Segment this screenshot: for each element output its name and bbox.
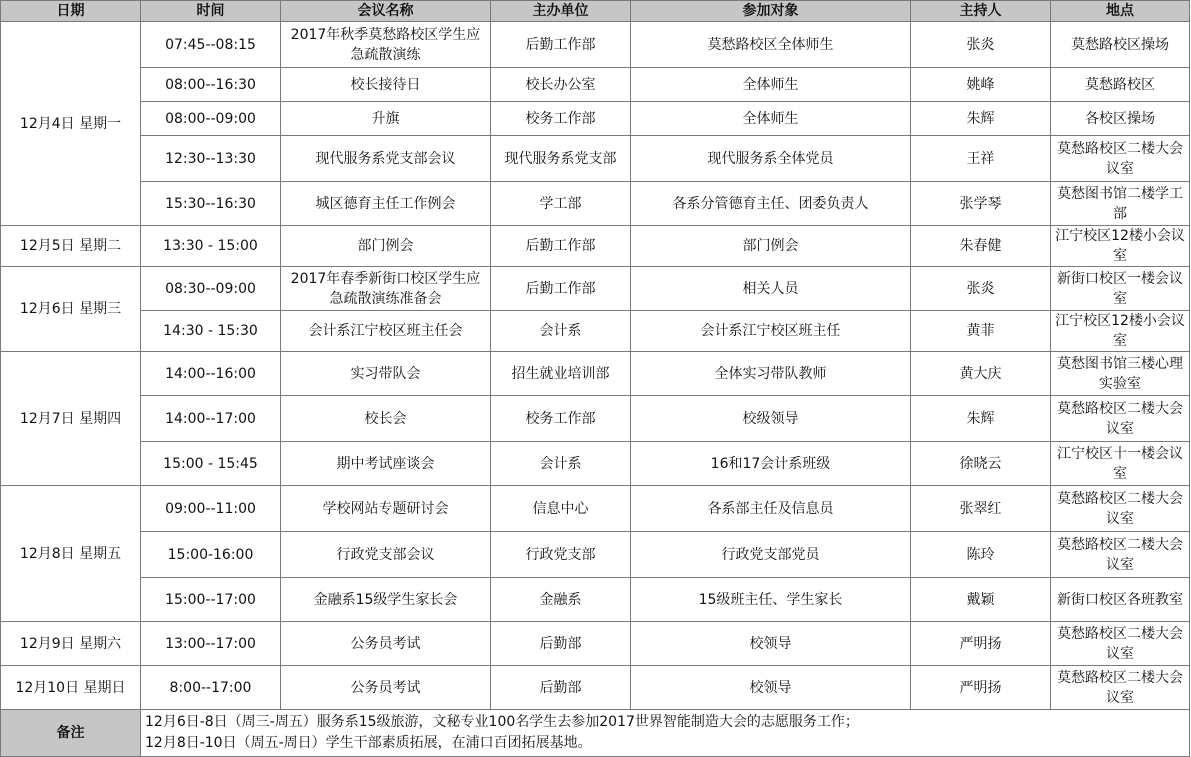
meeting-attendees: 全体实习带队教师 [631, 352, 911, 396]
meeting-organizer: 招生就业培训部 [491, 352, 631, 396]
date-cell: 12月4日 星期一 [1, 22, 141, 226]
meeting-organizer: 后勤工作部 [491, 22, 631, 68]
meeting-host: 朱春健 [911, 226, 1051, 267]
meeting-time: 07:45--08:15 [141, 22, 281, 68]
meeting-host: 张炎 [911, 267, 1051, 311]
meeting-location: 莫愁图书馆三楼心理实验室 [1051, 352, 1190, 396]
meeting-attendees: 部门例会 [631, 226, 911, 267]
meeting-organizer: 会计系 [491, 311, 631, 352]
meeting-name: 校长会 [281, 396, 491, 442]
header-col-location: 地点 [1051, 1, 1190, 22]
meeting-time: 13:30 - 15:00 [141, 226, 281, 267]
header-col-meeting-name: 会议名称 [281, 1, 491, 22]
meeting-organizer: 后勤工作部 [491, 267, 631, 311]
meeting-time: 08:00--09:00 [141, 102, 281, 136]
meeting-organizer: 后勤工作部 [491, 226, 631, 267]
meeting-location: 新街口校区一楼会议室 [1051, 267, 1190, 311]
table-row [1, 102, 1190, 136]
meeting-time: 15:00 - 15:45 [141, 442, 281, 486]
meeting-name: 期中考试座谈会 [281, 442, 491, 486]
meeting-location: 莫愁路校区二楼大会议室 [1051, 532, 1190, 578]
meeting-host: 严明扬 [911, 622, 1051, 666]
meeting-host: 朱辉 [911, 396, 1051, 442]
header-col-time: 时间 [141, 1, 281, 22]
remark-line: 12月8日-10日（周五-周日）学生干部素质拓展，在浦口百团拓展基地。 [145, 735, 592, 751]
remarks-content [141, 710, 1190, 757]
meeting-time: 8:00--17:00 [141, 666, 281, 710]
table-row [1, 68, 1190, 102]
meeting-attendees: 校领导 [631, 666, 911, 710]
table-row [1, 311, 1190, 352]
meeting-name: 城区德育主任工作例会 [281, 182, 491, 226]
header-row [1, 1, 1190, 22]
date-cell: 12月9日 星期六 [1, 622, 141, 666]
meeting-location: 江宁校区12楼小会议室 [1051, 311, 1190, 352]
meeting-name: 金融系15级学生家长会 [281, 578, 491, 622]
meeting-host: 黄菲 [911, 311, 1051, 352]
meeting-location: 新街口校区各班教室 [1051, 578, 1190, 622]
meeting-organizer: 校长办公室 [491, 68, 631, 102]
table-row [1, 136, 1190, 182]
meeting-time: 15:00--17:00 [141, 578, 281, 622]
meeting-name: 部门例会 [281, 226, 491, 267]
meeting-location: 江宁校区十一楼会议室 [1051, 442, 1190, 486]
date-cell: 12月10日 星期日 [1, 666, 141, 710]
meeting-name: 学校网站专题研讨会 [281, 486, 491, 532]
meeting-host: 姚峰 [911, 68, 1051, 102]
meeting-organizer: 信息中心 [491, 486, 631, 532]
remarks-row [1, 710, 1190, 757]
table-row [1, 578, 1190, 622]
table-row [1, 622, 1190, 666]
meeting-organizer: 校务工作部 [491, 102, 631, 136]
meeting-attendees: 15级班主任、学生家长 [631, 578, 911, 622]
remarks-section [1, 710, 1190, 757]
meeting-attendees: 相关人员 [631, 267, 911, 311]
meeting-organizer: 学工部 [491, 182, 631, 226]
meeting-organizer: 后勤部 [491, 622, 631, 666]
meeting-attendees: 行政党支部党员 [631, 532, 911, 578]
meeting-attendees: 全体师生 [631, 68, 911, 102]
header-col-organizer: 主办单位 [491, 1, 631, 22]
meeting-time: 08:00--16:30 [141, 68, 281, 102]
meeting-organizer: 现代服务系党支部 [491, 136, 631, 182]
meeting-location: 莫愁图书馆二楼学工部 [1051, 182, 1190, 226]
meeting-host: 张学琴 [911, 182, 1051, 226]
meeting-organizer: 行政党支部 [491, 532, 631, 578]
meeting-host: 徐晓云 [911, 442, 1051, 486]
meeting-host: 朱辉 [911, 102, 1051, 136]
meeting-location: 各校区操场 [1051, 102, 1190, 136]
meeting-time: 14:30 - 15:30 [141, 311, 281, 352]
table-row [1, 22, 1190, 68]
meeting-organizer: 校务工作部 [491, 396, 631, 442]
meeting-host: 王祥 [911, 136, 1051, 182]
meeting-name: 会计系江宁校区班主任会 [281, 311, 491, 352]
meeting-time: 14:00--17:00 [141, 396, 281, 442]
meeting-organizer: 后勤部 [491, 666, 631, 710]
table-row [1, 486, 1190, 532]
meeting-attendees: 校领导 [631, 622, 911, 666]
table-row [1, 666, 1190, 710]
meeting-location: 莫愁路校区操场 [1051, 22, 1190, 68]
meeting-time: 08:30--09:00 [141, 267, 281, 311]
table-row [1, 182, 1190, 226]
meeting-attendees: 各系部主任及信息员 [631, 486, 911, 532]
meeting-time: 12:30--13:30 [141, 136, 281, 182]
meeting-name: 行政党支部会议 [281, 532, 491, 578]
date-cell: 12月6日 星期三 [1, 267, 141, 352]
meeting-name: 2017年秋季莫愁路校区学生应急疏散演练 [281, 22, 491, 68]
meeting-organizer: 会计系 [491, 442, 631, 486]
header-col-host: 主持人 [911, 1, 1051, 22]
meeting-name: 实习带队会 [281, 352, 491, 396]
date-cell: 12月7日 星期四 [1, 352, 141, 486]
meeting-attendees: 全体师生 [631, 102, 911, 136]
table-row [1, 267, 1190, 311]
meeting-time: 13:00--17:00 [141, 622, 281, 666]
meeting-attendees: 校级领导 [631, 396, 911, 442]
table-row [1, 442, 1190, 486]
meeting-time: 14:00--16:00 [141, 352, 281, 396]
meeting-name: 升旗 [281, 102, 491, 136]
meeting-attendees: 现代服务系全体党员 [631, 136, 911, 182]
table-body [1, 22, 1190, 710]
table-row [1, 532, 1190, 578]
meeting-location: 莫愁路校区二楼大会议室 [1051, 486, 1190, 532]
meeting-location: 莫愁路校区二楼大会议室 [1051, 136, 1190, 182]
header-col-date: 日期 [1, 1, 141, 22]
table-row [1, 396, 1190, 442]
meeting-host: 张翠红 [911, 486, 1051, 532]
meeting-attendees: 会计系江宁校区班主任 [631, 311, 911, 352]
table-header [1, 1, 1190, 22]
meeting-attendees: 莫愁路校区全体师生 [631, 22, 911, 68]
meeting-name: 公务员考试 [281, 622, 491, 666]
remark-line: 12月6日-8日（周三-周五）服务系15级旅游，文秘专业100名学生去参加2017世界智能制造大会的志愿服务工作； [145, 714, 859, 730]
meeting-host: 严明扬 [911, 666, 1051, 710]
remarks-label: 备注 [1, 710, 141, 757]
meeting-name: 2017年春季新街口校区学生应急疏散演练准备会 [281, 267, 491, 311]
meeting-organizer: 金融系 [491, 578, 631, 622]
meeting-location: 江宁校区12楼小会议室 [1051, 226, 1190, 267]
meeting-location: 莫愁路校区二楼大会议室 [1051, 396, 1190, 442]
meeting-time: 15:00-16:00 [141, 532, 281, 578]
meeting-host: 张炎 [911, 22, 1051, 68]
table-row [1, 352, 1190, 396]
meeting-name: 校长接待日 [281, 68, 491, 102]
meeting-location: 莫愁路校区二楼大会议室 [1051, 622, 1190, 666]
meeting-name: 现代服务系党支部会议 [281, 136, 491, 182]
meeting-location: 莫愁路校区二楼大会议室 [1051, 666, 1190, 710]
table-row [1, 226, 1190, 267]
date-cell: 12月5日 星期二 [1, 226, 141, 267]
header-col-attendees: 参加对象 [631, 1, 911, 22]
meeting-host: 黄大庆 [911, 352, 1051, 396]
meeting-time: 09:00--11:00 [141, 486, 281, 532]
date-cell: 12月8日 星期五 [1, 486, 141, 622]
meeting-host: 戴颖 [911, 578, 1051, 622]
meeting-name: 公务员考试 [281, 666, 491, 710]
meeting-location: 莫愁路校区 [1051, 68, 1190, 102]
meeting-attendees: 各系分管德育主任、团委负责人 [631, 182, 911, 226]
meeting-attendees: 16和17会计系班级 [631, 442, 911, 486]
meeting-time: 15:30--16:30 [141, 182, 281, 226]
meeting-host: 陈玲 [911, 532, 1051, 578]
